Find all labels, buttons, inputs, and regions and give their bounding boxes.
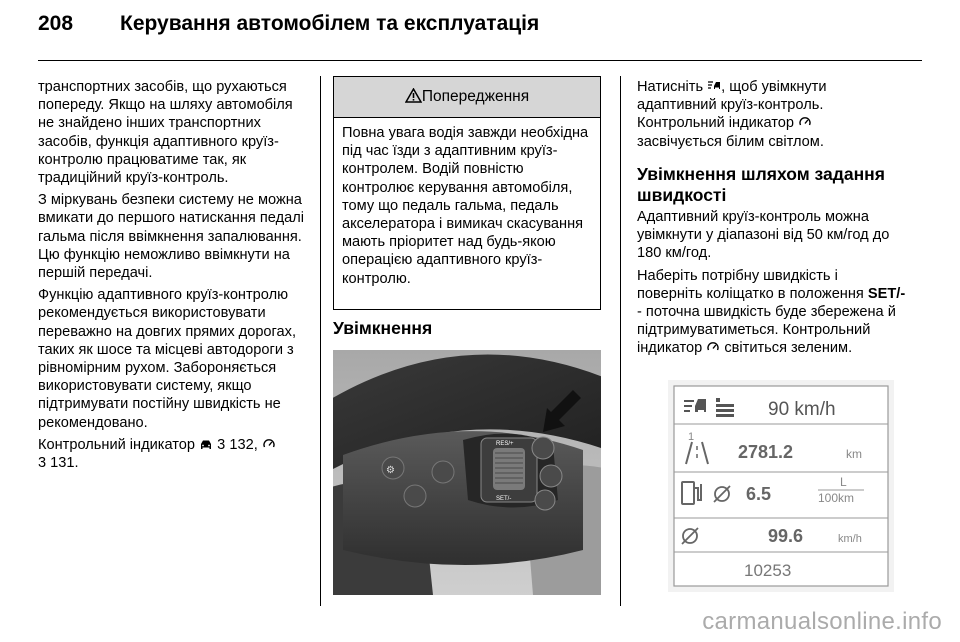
trip-distance-unit: km: [846, 447, 862, 461]
text-run: Натисніть: [637, 79, 704, 95]
warning-triangle-icon: [405, 88, 422, 103]
text-run: - поточна швидкість буде збережена й підтримуватиметься. Контрольний індикатор: [637, 304, 896, 357]
fuel-consumption-value: 6.5: [746, 484, 772, 504]
warning-box: [333, 76, 601, 310]
indicator-label: Контрольний індикатор: [38, 436, 196, 453]
watermark: carmanualsonline.info: [702, 608, 942, 635]
paragraph: Адаптивний круїз-контроль можна увімкнути у діапазоні від 50 км/год до 180 км/год.: [637, 209, 890, 262]
text-run: засвічується білим світлом.: [637, 133, 824, 150]
page-header: [38, 12, 539, 36]
page-number: 208: [38, 12, 74, 35]
column-divider-left: [320, 76, 321, 606]
wheel-res-label: RES/+: [496, 441, 514, 447]
warning-title: Попередження: [421, 88, 530, 105]
warning-text: Повна увага водія завжди необхідна під час їзди з адаптивним круїз-контролем. Водій повністю контролює керування автомобіля, тому що педаль гальма, педаль акселератора і вимикач скасування мають пріоритет над будь-якою операцією адаптивного круїз-контролю.: [342, 125, 589, 287]
gap-marker: 1: [688, 431, 695, 443]
text-run: світиться зеленим.: [724, 340, 853, 357]
fuel-unit-bottom: 100km: [818, 491, 855, 505]
paragraph: З міркувань безпеки систему не можна вмикати до першого натискання педалі гальма після ввімкнення запалювання. Цю функцію неможливо ввімкнути на першій передачі.: [38, 192, 304, 282]
header-rule: [38, 60, 922, 61]
average-speed-unit: km/h: [838, 533, 862, 545]
instrument-cluster-display: [668, 380, 894, 592]
left-column: [38, 78, 310, 476]
set-label: SET/-: [867, 285, 906, 302]
page-title: Керування автомобілем та експлуатація: [120, 12, 540, 35]
cruise-control-icon: [262, 438, 276, 451]
acc-button[interactable]: [532, 437, 554, 459]
paragraph: [637, 78, 907, 151]
paragraph: транспортних засобів, що рухаються попереду. Якщо на шляху автомобіля не знайдено інших транспортних засобів, функція адаптивного круїз-контролю працюватиме так, як традиційний круїз-контроль.: [38, 79, 293, 187]
steering-wheel-illustration: [333, 350, 601, 595]
paragraph-indicator-refs: [38, 436, 310, 472]
column-divider-right: [620, 76, 621, 606]
paragraph: Функцію адаптивного круїз-контролю рекомендується використовувати переважно на довгих прямих дорогах, таких як шосе та місцеві автодороги з рівномірним рухом. Забороняється використовувати систему, якщо підтримувати постійну швидкість не рекомендовано.: [38, 287, 297, 431]
section-heading: Увімкнення: [333, 318, 433, 338]
steering-wheel-graphic: [333, 350, 601, 595]
text-run: , щоб увімкнути адаптивний круїз-контроль. Контрольний індикатор: [637, 79, 827, 132]
odometer-value: 10253: [744, 561, 792, 580]
section-heading: Увімкнення шляхом задання швидкості: [637, 164, 885, 205]
text-run: Наберіть потрібну швидкість і поверніть коліщатко в положення: [637, 267, 864, 302]
cruise-control-icon: [706, 341, 720, 354]
set-speed-readout: 90 km/h: [768, 399, 836, 420]
fuel-unit-top: L: [840, 475, 847, 489]
right-column-lower: [637, 208, 907, 362]
acc-button-icon: [707, 80, 721, 93]
cluster-graphic: [668, 380, 894, 592]
svg-text:⚙: ⚙: [386, 465, 395, 476]
paragraph: [637, 267, 907, 358]
cruise-control-icon: [798, 116, 812, 129]
warning-header: [334, 77, 600, 118]
right-column: [637, 78, 907, 155]
average-speed-value: 99.6: [768, 526, 804, 546]
page-ref[interactable]: 3 131.: [38, 455, 79, 472]
trip-distance-value: 2781.2: [738, 442, 794, 462]
vehicle-ahead-icon: [199, 439, 213, 451]
page-ref[interactable]: 3 132,: [217, 436, 258, 453]
wheel-set-label: SET/-: [496, 496, 512, 502]
